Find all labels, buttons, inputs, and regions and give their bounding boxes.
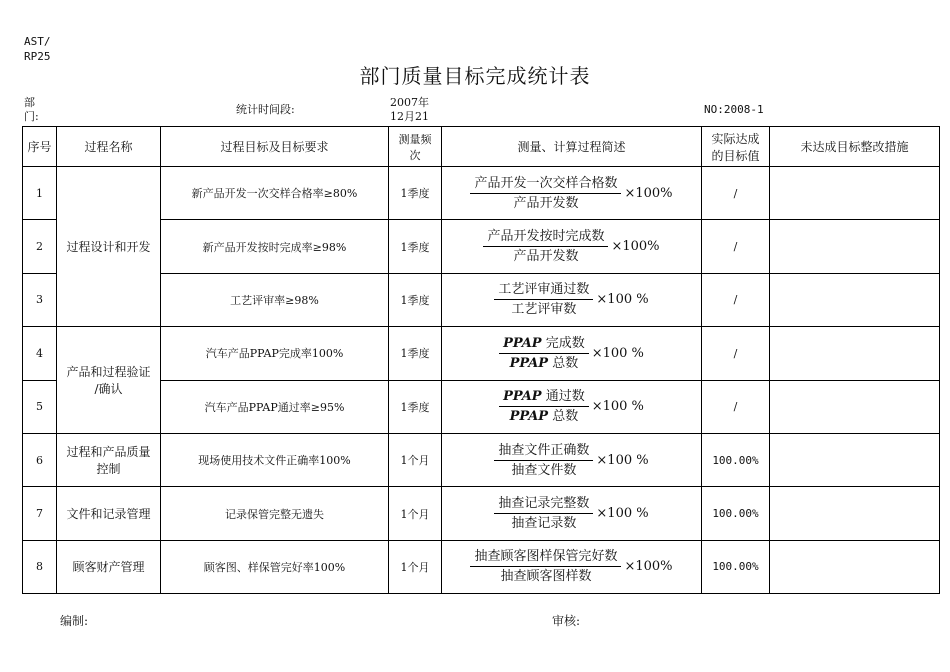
- row-actual: 100.00%: [702, 487, 770, 540]
- formula-numerator-term: PPAP: [503, 389, 542, 405]
- period-label: 统计时间段:: [236, 103, 295, 116]
- header-target: 过程目标及目标要求: [161, 127, 389, 167]
- formula-multiplier: ×100 %: [596, 506, 649, 522]
- row-seq: 7: [23, 487, 57, 540]
- formula-numerator: 产品开发按时完成数: [483, 228, 608, 247]
- row-target: 顾客图、样保管完好率100%: [161, 540, 389, 593]
- header-actual-line2: 的目标值: [711, 148, 760, 163]
- table-row: [23, 380, 940, 433]
- formula-denominator: [506, 407, 583, 425]
- formula-numerator-text: 通过数: [541, 389, 585, 405]
- formula-denominator: [506, 354, 583, 372]
- formula-numerator: 抽查文件正确数: [494, 442, 593, 461]
- row-frequency: 1个月: [389, 540, 442, 593]
- row-seq: 1: [23, 167, 57, 220]
- row-target: 汽车产品PPAP完成率100%: [161, 327, 389, 380]
- header-actual-line1: 实际达成: [711, 131, 760, 146]
- row-actual: 100.00%: [702, 433, 770, 486]
- document-code-line2: RP25: [24, 50, 51, 63]
- formula-denominator: 抽查顾客图样数: [500, 569, 592, 585]
- page-title: 部门质量目标完成统计表: [359, 64, 591, 88]
- row-measure: [770, 327, 940, 380]
- row-frequency: 1季度: [389, 220, 442, 273]
- header-method: 测量、计算过程简述: [442, 127, 702, 167]
- process-group-design: 过程设计和开发: [57, 167, 161, 327]
- formula-denominator: 抽查记录数: [511, 516, 577, 532]
- process-group-validation-line1: 产品和过程验证: [66, 365, 151, 380]
- formula-multiplier: ×100 %: [596, 292, 649, 308]
- row-formula: [442, 327, 702, 380]
- department-label-line1: 部: [24, 96, 35, 109]
- header-frequency-line1: 测量频: [398, 132, 432, 146]
- header-actual: [702, 127, 770, 167]
- formula: [499, 335, 644, 372]
- row-measure: [770, 167, 940, 220]
- formula: [494, 495, 648, 532]
- table-row: [23, 273, 940, 326]
- row-frequency: 1季度: [389, 167, 442, 220]
- row-seq: 8: [23, 540, 57, 593]
- process-group-quality-control: [57, 433, 161, 486]
- table-header-row: [23, 127, 940, 167]
- row-formula: [442, 540, 702, 593]
- table-row: [23, 487, 940, 540]
- formula-denominator: 产品开发数: [513, 195, 579, 211]
- formula-multiplier: ×100%: [624, 185, 673, 201]
- row-formula: [442, 220, 702, 273]
- formula-numerator: 抽查顾客图样保管完好数: [470, 548, 621, 567]
- formula-denominator: 产品开发数: [513, 249, 579, 265]
- period-value: [390, 96, 429, 124]
- row-frequency: 1季度: [389, 327, 442, 380]
- row-actual: 100.00%: [702, 540, 770, 593]
- row-actual: /: [702, 167, 770, 220]
- table-row: [23, 220, 940, 273]
- formula: [499, 388, 644, 425]
- process-group-documents: 文件和记录管理: [57, 487, 161, 540]
- document-number: NO:2008-1: [704, 103, 764, 116]
- header-frequency-line2: 次: [409, 148, 421, 162]
- formula-denominator-text: 总数: [548, 355, 579, 371]
- department-label-line2: 门:: [24, 110, 39, 123]
- compiled-by-label: 编制:: [60, 614, 89, 628]
- formula-denominator: 抽查文件数: [511, 462, 577, 478]
- process-group-validation: [57, 327, 161, 434]
- row-target: 现场使用技术文件正确率100%: [161, 433, 389, 486]
- period-value-line1: 2007年: [390, 96, 429, 109]
- process-group-customer-property: 顾客财产管理: [57, 540, 161, 593]
- formula: [470, 548, 672, 585]
- period-value-line2: 12月21: [390, 110, 429, 123]
- row-actual: /: [702, 220, 770, 273]
- row-frequency: 1季度: [389, 273, 442, 326]
- formula-multiplier: ×100 %: [596, 452, 649, 468]
- row-target: 工艺评审率≥98%: [161, 273, 389, 326]
- formula-multiplier: ×100 %: [591, 345, 644, 361]
- process-group-quality-control-line2: 控制: [96, 462, 121, 477]
- formula-numerator: [499, 335, 589, 354]
- row-formula: [442, 487, 702, 540]
- formula: [483, 228, 659, 265]
- row-measure: [770, 433, 940, 486]
- row-target: 记录保管完整无遗失: [161, 487, 389, 540]
- formula-numerator: 产品开发一次交样合格数: [470, 175, 621, 194]
- row-actual: /: [702, 327, 770, 380]
- process-group-validation-line2: /确认: [94, 382, 123, 397]
- document-code-line1: AST/: [24, 35, 51, 48]
- row-frequency: 1个月: [389, 433, 442, 486]
- row-measure: [770, 380, 940, 433]
- formula-multiplier: ×100%: [611, 239, 660, 255]
- row-target: 新产品开发一次交样合格率≥80%: [161, 167, 389, 220]
- row-target: 新产品开发按时完成率≥98%: [161, 220, 389, 273]
- row-formula: [442, 273, 702, 326]
- header-frequency: [389, 127, 442, 167]
- formula-numerator-text: 完成数: [541, 335, 585, 351]
- row-seq: 6: [23, 433, 57, 486]
- row-measure: [770, 273, 940, 326]
- formula: [494, 442, 648, 479]
- row-formula: [442, 167, 702, 220]
- row-formula: [442, 433, 702, 486]
- row-target: 汽车产品PPAP通过率≥95%: [161, 380, 389, 433]
- row-seq: 3: [23, 273, 57, 326]
- row-frequency: 1个月: [389, 487, 442, 540]
- formula-multiplier: ×100%: [624, 559, 673, 575]
- row-actual: /: [702, 380, 770, 433]
- row-actual: /: [702, 273, 770, 326]
- table-row: [23, 433, 940, 486]
- row-seq: 4: [23, 327, 57, 380]
- formula-numerator: 工艺评审通过数: [494, 281, 593, 300]
- formula-denominator: 工艺评审数: [511, 302, 577, 318]
- row-frequency: 1季度: [389, 380, 442, 433]
- department-label: [24, 96, 39, 124]
- formula: [494, 281, 648, 318]
- formula-denominator-text: 总数: [548, 409, 579, 425]
- formula-multiplier: ×100 %: [591, 399, 644, 415]
- header-measures: 未达成目标整改措施: [770, 127, 940, 167]
- table-row: [23, 167, 940, 220]
- row-formula: [442, 380, 702, 433]
- table-row: [23, 540, 940, 593]
- header-process: 过程名称: [57, 127, 161, 167]
- row-measure: [770, 220, 940, 273]
- formula-denominator-term: PPAP: [509, 409, 549, 425]
- row-measure: [770, 540, 940, 593]
- table-row: [23, 327, 940, 380]
- formula-numerator-term: PPAP: [503, 335, 542, 351]
- process-group-quality-control-line1: 过程和产品质量: [66, 445, 151, 460]
- row-measure: [770, 487, 940, 540]
- formula: [470, 175, 672, 212]
- formula-numerator: 抽查记录完整数: [494, 495, 593, 514]
- quality-target-table: [22, 126, 940, 594]
- reviewed-by-label: 审核:: [552, 614, 581, 628]
- row-seq: 5: [23, 380, 57, 433]
- formula-numerator: [499, 388, 589, 407]
- header-seq: 序号: [23, 127, 57, 167]
- formula-denominator-term: PPAP: [509, 355, 549, 371]
- row-seq: 2: [23, 220, 57, 273]
